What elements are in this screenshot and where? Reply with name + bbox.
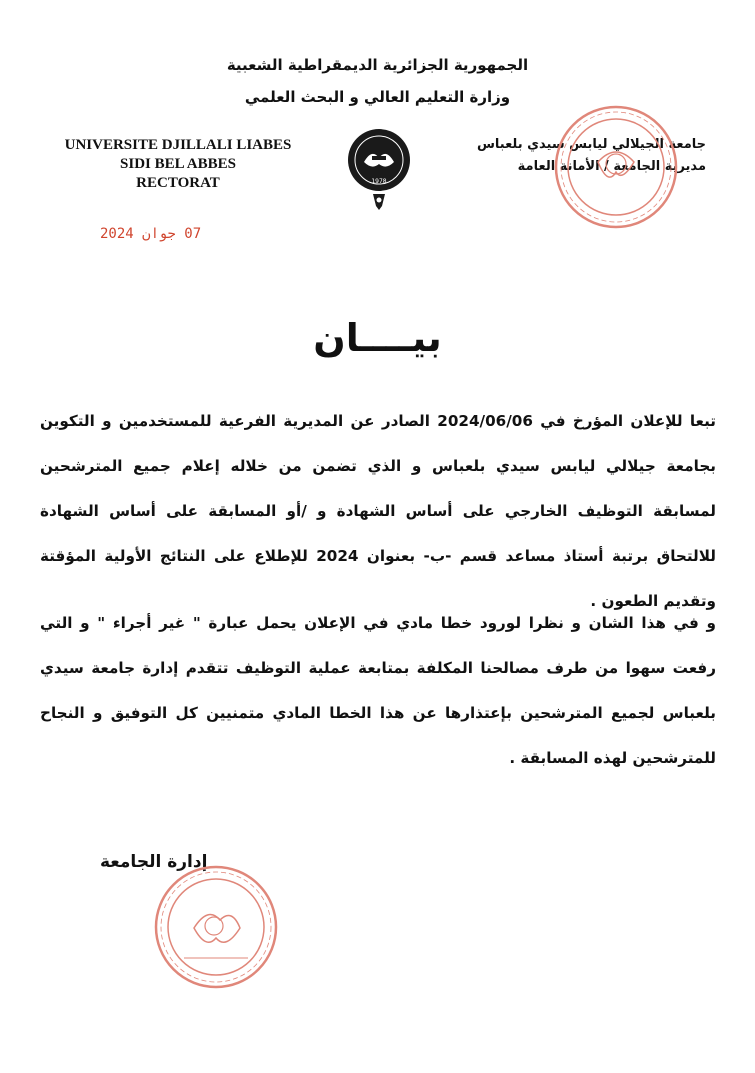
university-city: SIDI BEL ABBES	[120, 156, 236, 172]
page-title: بيــــان	[313, 316, 442, 360]
date-stamp: 07 جوان 2024	[100, 226, 202, 242]
university-name-arabic: جامعة الجيلالي ليابس سيدي بلعباس	[476, 137, 706, 152]
signature-label: إدارة الجامعة	[100, 852, 208, 872]
republic-heading: الجمهورية الجزائرية الديمقراطية الشعبية	[226, 56, 529, 74]
announcement-paragraph-2: و في هذا الشان و نظرا لورود خطا مادي في الإعلان يحمل عبارة " غير أجراء " و التي رفعت سهوا من طرف مصالحنا المكلفة بمتابعة عملية التوظيف تتقدم إدارة جامعة سيدي بلعباس لجميع المترشحين بإعتذارها عن هذا الخطا المادي متمنيين كل التوفيق و النجاح للمترشحين لهذه المسابقة .	[40, 614, 716, 767]
announcement-paragraph-1: تبعا للإعلان المؤرخ في 2024/06/06 الصادر عن المديرية الفرعية للمستخدمين و التكوين بجامعة جيلالي ليابس سيدي بلعباس و الذي تضمن من خلاله إعلام جميع المترشحين لمسابقة التوظيف الخارجي على أساس الشهادة و /أو المسابقة على أساس الشهادة للالتحاق برتبة أستاذ مساعد قسم -ب- بعنوان 2024 للإطلاع على النتائج الأولية المؤقتة وتقديم الطعون .	[40, 412, 716, 610]
university-latin-block	[50, 136, 306, 193]
directorate-arabic: مديرية الجامعة / الأمانة العامة	[517, 159, 706, 174]
ministry-heading: وزارة التعليم العالي و البحث العلمي	[244, 88, 511, 106]
university-name: UNIVERSITE DJILLALI LIABES	[64, 137, 292, 153]
official-seal-icon	[148, 862, 284, 996]
logo-year: 1978	[371, 178, 387, 185]
rectorat-label: RECTORAT	[136, 175, 220, 191]
university-logo-icon	[342, 126, 416, 220]
official-seal-icon	[548, 102, 684, 236]
